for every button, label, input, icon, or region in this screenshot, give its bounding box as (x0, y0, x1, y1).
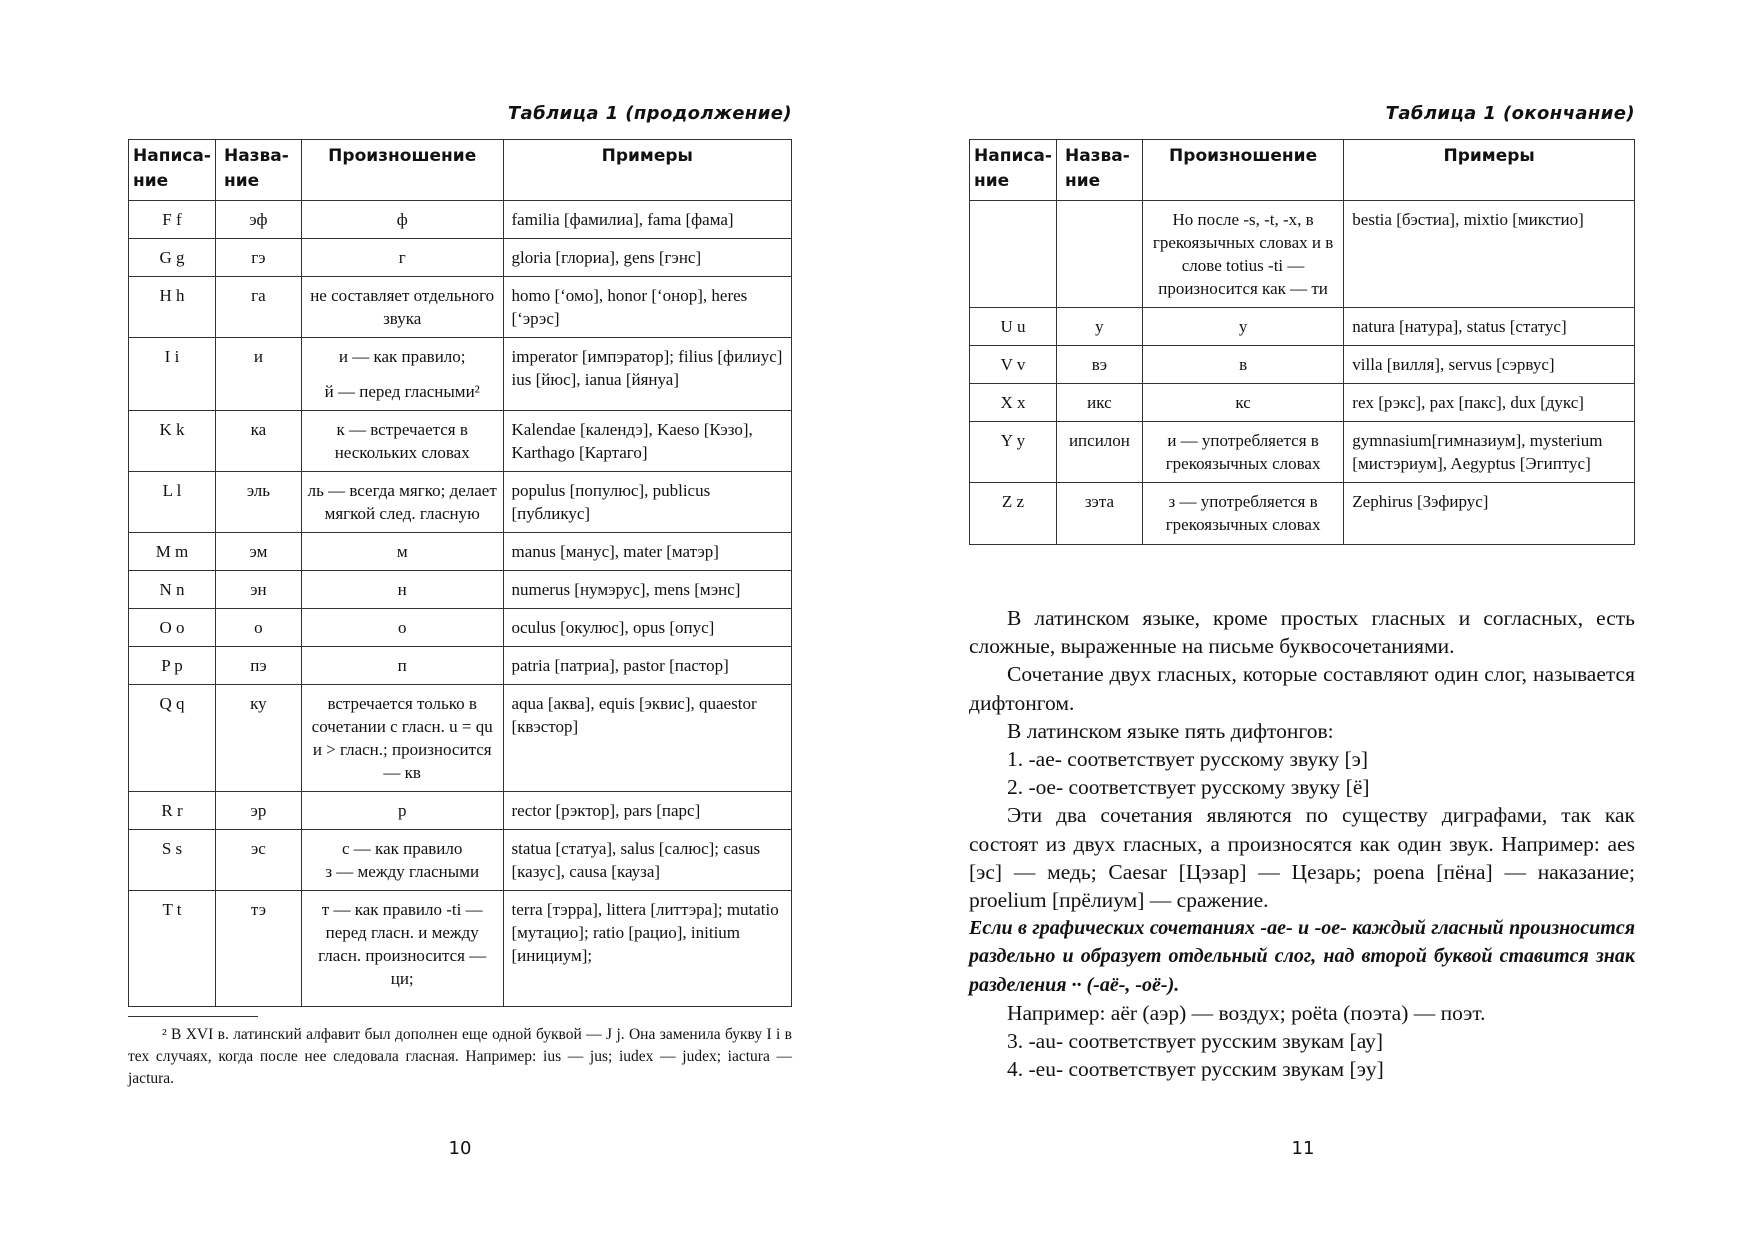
cell-spelling: V v (970, 346, 1057, 384)
cell-examples: oculus [окулюс], opus [опус] (503, 609, 791, 647)
cell-name: и (215, 338, 301, 411)
table-row (129, 891, 792, 1007)
footnote: ² В XVI в. латинский алфавит был дополнен еще одной буквой — J j. Она заменила букву I i в тех случаях, когда после нее следовала гласная. Например: ius — jus; iudex — judex; iactura — jactura. (128, 1026, 792, 1087)
alphabet-table (969, 139, 1635, 545)
table-header-row (129, 140, 792, 201)
paragraph: Сочетание двух гласных, которые составляют один слог, называется дифтонгом. (969, 662, 1635, 715)
cell-examples: rector [рэктор], pars [парс] (503, 792, 791, 830)
table-row (970, 346, 1635, 384)
cell-pronunciation: т — как правило -ti — перед гласн. и между гласн. произносится — ци; (301, 891, 503, 1007)
cell-name (1056, 201, 1142, 308)
cell-spelling: U u (970, 308, 1057, 346)
table-row (129, 792, 792, 830)
cell-examples (503, 338, 791, 411)
cell-pronunciation: у (1142, 308, 1343, 346)
cell-spelling (970, 201, 1057, 308)
rule-note: Если в графических сочетаниях -ae- и -oe- каждый гласный произносится раздельно и образует отдельный слог, над второй буквой ставится знак разделения ·· (-аё-, -оё-). (969, 917, 1635, 996)
cell-pronunciation: Но после -s, -t, -x, в грекоязычных словах и в слове totius -ti — произносится как — ти (1142, 201, 1343, 308)
cell-name: зэта (1056, 483, 1142, 545)
cell-spelling: R r (129, 792, 216, 830)
cell-spelling: H h (129, 277, 216, 338)
cell-examples: numerus [нумэрус], mens [мэнс] (503, 571, 791, 609)
header-examples: Примеры (1344, 140, 1635, 201)
paragraph: В латинском языке, кроме простых гласных и согласных, есть сложные, выраженные на письме буквосочетаниями. (969, 606, 1635, 659)
body-text (969, 604, 1635, 1083)
cell-name: эр (215, 792, 301, 830)
pronunciation-line: з — между гласными (325, 862, 480, 881)
table-row (970, 422, 1635, 483)
page-number: 11 (1291, 1138, 1315, 1159)
cell-spelling: T t (129, 891, 216, 1007)
cell-name: эф (215, 201, 301, 239)
table-caption: Таблица 1 (продолжение) (507, 103, 792, 124)
table-row (129, 201, 792, 239)
cell-examples: statua [статуа], salus [салюс]; casus [казус], causa [кауза] (503, 830, 791, 891)
cell-name: ку (215, 685, 301, 792)
cell-spelling: G g (129, 239, 216, 277)
cell-spelling: X x (970, 384, 1057, 422)
cell-pronunciation (301, 830, 503, 891)
pronunciation-line: и — как правило; (338, 347, 466, 366)
cell-pronunciation (301, 338, 503, 411)
cell-examples: patria [патриа], pastor [пастор] (503, 647, 791, 685)
table-row (970, 483, 1635, 545)
pronunciation-line: с — как правило (342, 839, 463, 858)
table-row (129, 411, 792, 472)
left-page (0, 0, 877, 1240)
cell-pronunciation: встречается только в сочетании с гласн. u = qu и > гласн.; произносится — кв (301, 685, 503, 792)
cell-examples: rex [рэкс], pax [пакс], dux [дукс] (1344, 384, 1635, 422)
cell-pronunciation: и — употребляется в грекоязычных словах (1142, 422, 1343, 483)
cell-spelling: L l (129, 472, 216, 533)
cell-pronunciation: п (301, 647, 503, 685)
cell-pronunciation: о (301, 609, 503, 647)
table-row (129, 277, 792, 338)
table-row (970, 201, 1635, 308)
list-item: 1. -ae- соответствует русскому звуку [э] (1007, 747, 1368, 772)
header-name: Назва-ние (1056, 140, 1142, 201)
table-row (129, 571, 792, 609)
header-name: Назва-ние (215, 140, 301, 201)
header-pronunciation: Произношение (1142, 140, 1343, 201)
cell-spelling: S s (129, 830, 216, 891)
cell-spelling: N n (129, 571, 216, 609)
table-row (129, 533, 792, 571)
list-item: 2. -oe- соответствует русскому звуку [ё] (1007, 775, 1370, 800)
page-number: 10 (448, 1138, 472, 1159)
table-row (970, 308, 1635, 346)
paragraph: Эти два сочетания являются по существу диграфами, так как состоят из двух гласных, а произносятся как один звук. Например: aes [эс] — медь; Caesar [Цэзар] — Цезарь; poena [пёна] — наказание; proelium [прёлиум] — сражение. (969, 803, 1635, 913)
pronunciation-line: й — перед гласными² (324, 382, 480, 401)
cell-pronunciation: не составляет отдельного звука (301, 277, 503, 338)
cell-spelling: Z z (970, 483, 1057, 545)
table-caption: Таблица 1 (окончание) (1385, 103, 1635, 124)
cell-spelling: I i (129, 338, 216, 411)
cell-spelling: K k (129, 411, 216, 472)
cell-name: эль (215, 472, 301, 533)
cell-name: гэ (215, 239, 301, 277)
cell-name: о (215, 609, 301, 647)
cell-pronunciation: ль — всегда мягко; делает мягкой след. гласную (301, 472, 503, 533)
table-row (129, 647, 792, 685)
cell-examples: gloria [глориа], gens [гэнс] (503, 239, 791, 277)
cell-spelling: Q q (129, 685, 216, 792)
table-row (129, 830, 792, 891)
cell-spelling: F f (129, 201, 216, 239)
cell-examples: terra [тэрра], littera [литтэра]; mutatio [мутацио]; ratio [рацио], initium [инициум]; (503, 891, 791, 1007)
cell-pronunciation: н (301, 571, 503, 609)
examples-line: ius [йюс], ianua [йянуа] (511, 370, 679, 389)
cell-pronunciation: в (1142, 346, 1343, 384)
cell-spelling: P p (129, 647, 216, 685)
header-spelling: Написа-ние (129, 140, 216, 201)
table-row (129, 338, 792, 411)
cell-name: тэ (215, 891, 301, 1007)
cell-examples: gymnasium[гимназиум], mysterium [мистэриум], Aegyptus [Эгиптус] (1344, 422, 1635, 483)
header-examples: Примеры (503, 140, 791, 201)
table-row (970, 384, 1635, 422)
cell-examples: natura [натура], status [статус] (1344, 308, 1635, 346)
cell-name: ка (215, 411, 301, 472)
cell-examples: familia [фамилиа], fama [фама] (503, 201, 791, 239)
examples-line: imperator [импэратор]; filius [филиус] (511, 347, 783, 366)
cell-spelling: M m (129, 533, 216, 571)
alphabet-table (128, 139, 792, 1007)
cell-pronunciation: к — встречается в нескольких словах (301, 411, 503, 472)
cell-examples: populus [популюс], publicus [публикус] (503, 472, 791, 533)
cell-examples: aqua [аква], equis [эквис], quaestor [квэстор] (503, 685, 791, 792)
cell-pronunciation: з — употребляется в грекоязычных словах (1142, 483, 1343, 545)
cell-examples: Kalendae [календэ], Kaeso [Кэзо], Karthago [Картаго] (503, 411, 791, 472)
right-page (877, 0, 1755, 1240)
cell-name: эн (215, 571, 301, 609)
cell-examples: villa [вилля], servus [сэрвус] (1344, 346, 1635, 384)
cell-spelling: Y y (970, 422, 1057, 483)
cell-pronunciation: ф (301, 201, 503, 239)
list-item: 4. -eu- соответствует русским звукам [эу] (1007, 1057, 1384, 1082)
cell-examples: bestia [бэстиа], mixtio [микстио] (1344, 201, 1635, 308)
header-pronunciation: Произношение (301, 140, 503, 201)
cell-name: эс (215, 830, 301, 891)
header-spelling: Написа-ние (970, 140, 1057, 201)
table-header-row (970, 140, 1635, 201)
paragraph: В латинском языке пять дифтонгов: (1007, 718, 1334, 743)
cell-examples: Zephirus [Зэфирус] (1344, 483, 1635, 545)
cell-name: га (215, 277, 301, 338)
paragraph: Например: аёr (аэр) — воздух; роёta (поэта) — поэт. (1007, 1000, 1486, 1025)
cell-pronunciation: р (301, 792, 503, 830)
table-row (129, 239, 792, 277)
footnote-divider (128, 1016, 258, 1017)
cell-pronunciation: м (301, 533, 503, 571)
cell-name: икс (1056, 384, 1142, 422)
list-item: 3. -au- соответствует русским звукам [ау] (1007, 1029, 1384, 1054)
cell-name: ипсилон (1056, 422, 1142, 483)
cell-examples: homo [‘омо], honor [‘онор], heres [‘эрэс] (503, 277, 791, 338)
table-row (129, 609, 792, 647)
cell-name: вэ (1056, 346, 1142, 384)
table-row (129, 472, 792, 533)
cell-pronunciation: г (301, 239, 503, 277)
table-row (129, 685, 792, 792)
cell-pronunciation: кс (1142, 384, 1343, 422)
cell-name: пэ (215, 647, 301, 685)
cell-name: эм (215, 533, 301, 571)
cell-spelling: O o (129, 609, 216, 647)
cell-examples: manus [манус], mater [матэр] (503, 533, 791, 571)
cell-name: у (1056, 308, 1142, 346)
